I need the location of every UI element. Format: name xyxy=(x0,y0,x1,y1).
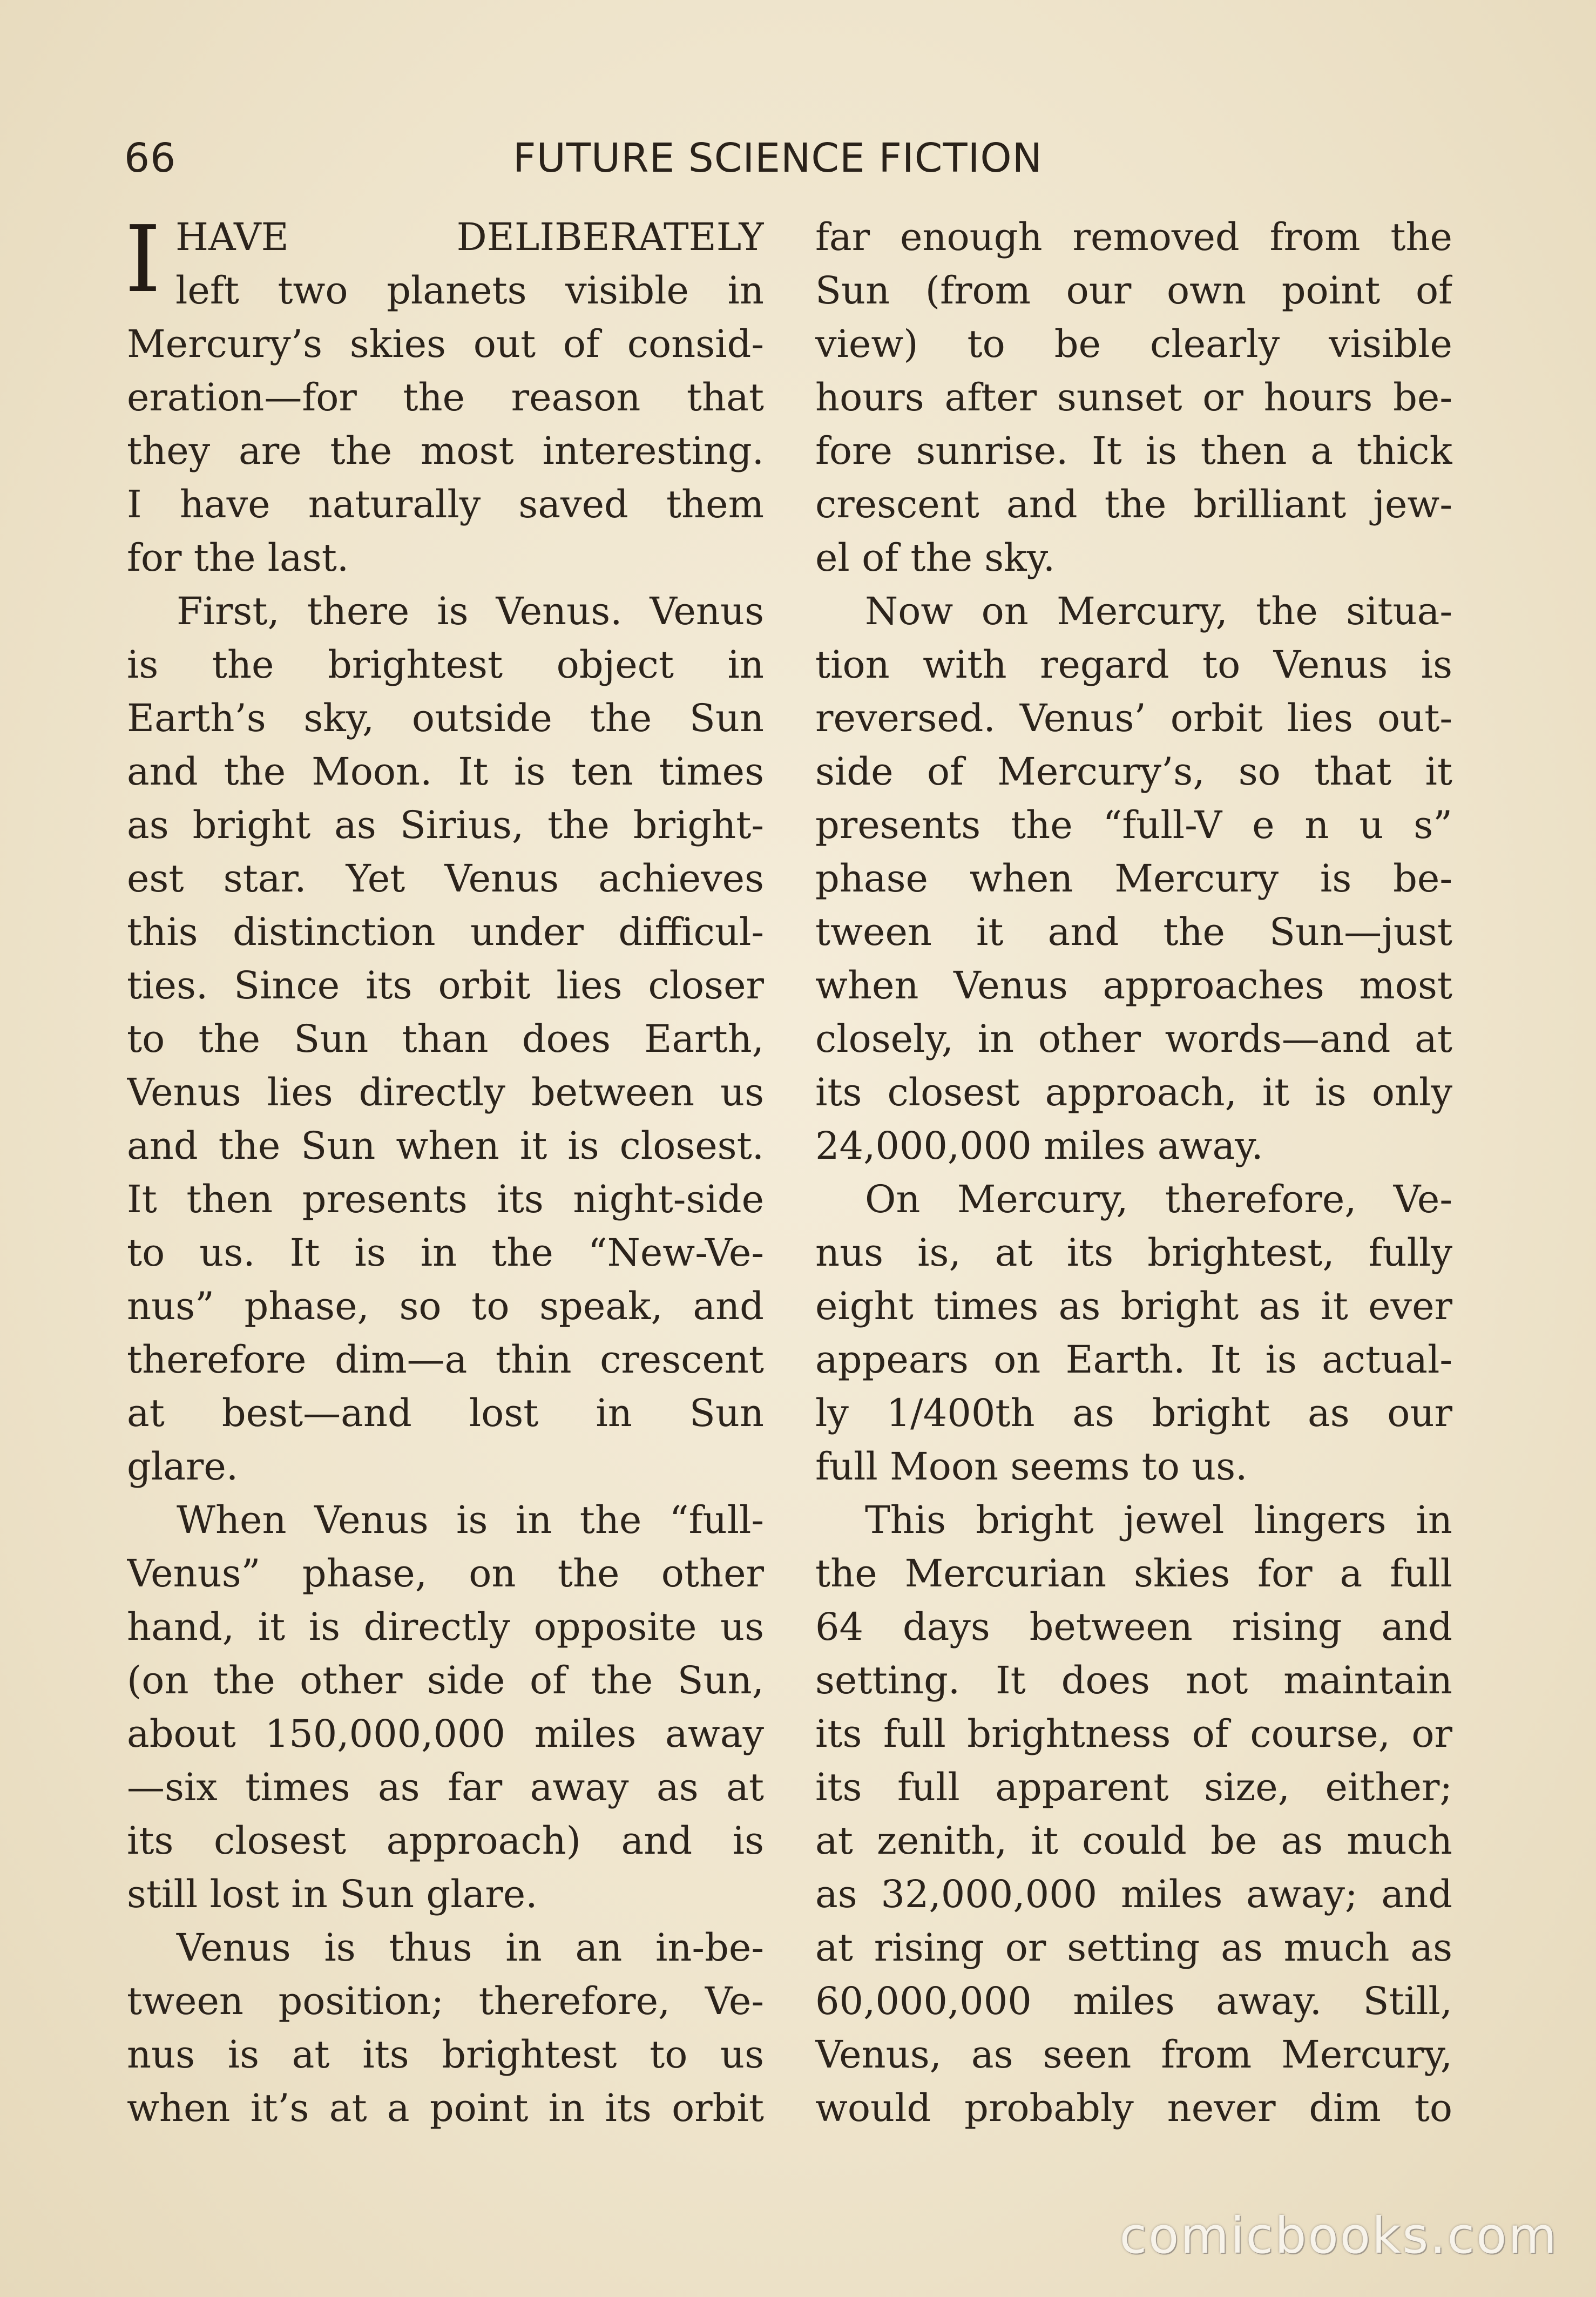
page-header xyxy=(124,135,1069,194)
text-line: Venus is thus in an in-be- xyxy=(177,1926,764,1970)
text-line: closely, in other words—and at xyxy=(815,1017,1452,1061)
running-title: FUTURE SCIENCE FICTION xyxy=(513,135,1043,181)
text-line: This bright jewel lingers in xyxy=(865,1498,1452,1542)
text-line: hours after sunset or hours be- xyxy=(815,375,1452,420)
text-line: therefore dim—a thin crescent xyxy=(127,1337,764,1382)
text-line: I have naturally saved them xyxy=(127,482,764,526)
text-line: as bright as Sirius, the bright- xyxy=(127,803,764,847)
text-line: nus is, at its brightest, fully xyxy=(815,1231,1452,1275)
text-line: On Mercury, therefore, Ve- xyxy=(865,1177,1452,1221)
text-line: side of Mercury’s, so that it xyxy=(815,749,1452,794)
text-line: its closest approach, it is only xyxy=(815,1070,1452,1114)
text-line: 24,000,000 miles away. xyxy=(815,1124,1263,1168)
text-line: tween it and the Sun—just xyxy=(815,910,1452,954)
text-line: reversed. Venus’ orbit lies out- xyxy=(815,696,1452,740)
text-line: fore sunrise. It is then a thick xyxy=(815,429,1452,473)
text-line: about 150,000,000 miles away xyxy=(127,1712,764,1756)
text-line: phase when Mercury is be- xyxy=(815,856,1452,901)
text-line: when Venus approaches most xyxy=(815,963,1452,1008)
text-line: HAVE DELIBERATELY xyxy=(175,215,764,259)
text-line: el of the sky. xyxy=(815,536,1056,580)
text-line: glare. xyxy=(127,1444,239,1489)
text-line: Mercury’s skies out of consid- xyxy=(127,322,764,366)
left-column xyxy=(125,206,764,2135)
text-line: would probably never dim to xyxy=(815,2086,1452,2130)
text-line: —six times as far away as at xyxy=(127,1765,764,1809)
text-line: tween position; therefore, Ve- xyxy=(127,1979,764,2023)
watermark: comicbooks.com xyxy=(1119,2207,1558,2265)
text-line: Now on Mercury, the situa- xyxy=(865,589,1452,633)
text-line: eight times as bright as it ever xyxy=(815,1284,1452,1328)
text-line: the Mercurian skies for a full xyxy=(815,1551,1452,1596)
text-line: ties. Since its orbit lies closer xyxy=(127,963,764,1008)
text-line: its full brightness of course, or xyxy=(815,1712,1452,1756)
text-line: at zenith, it could be as much xyxy=(815,1819,1452,1863)
text-line: for the last. xyxy=(127,536,349,580)
text-line: at best—and lost in Sun xyxy=(127,1391,764,1435)
text-line: Venus lies directly between us xyxy=(127,1070,764,1114)
text-line: eration—for the reason that xyxy=(127,375,764,420)
text-line: First, there is Venus. Venus xyxy=(177,589,764,633)
text-line: view) to be clearly visible xyxy=(815,322,1452,366)
text-line: this distinction under difficul- xyxy=(127,910,764,954)
text-line: est star. Yet Venus achieves xyxy=(127,856,764,901)
text-line: left two planets visible in xyxy=(175,268,764,313)
text-line: Venus, as seen from Mercury, xyxy=(815,2032,1452,2077)
text-line: Sun (from our own point of xyxy=(815,268,1452,313)
text-line: hand, it is directly opposite us xyxy=(127,1605,764,1649)
text-line: When Venus is in the “full- xyxy=(177,1498,764,1542)
text-line: crescent and the brilliant jew- xyxy=(815,482,1452,526)
text-line: they are the most interesting. xyxy=(127,429,764,473)
text-line: far enough removed from the xyxy=(815,215,1452,259)
text-line: when it’s at a point in its orbit xyxy=(127,2086,764,2130)
text-line: its full apparent size, either; xyxy=(815,1765,1452,1809)
text-line: and the Moon. It is ten times xyxy=(127,749,764,794)
text-line: to the Sun than does Earth, xyxy=(127,1017,764,1061)
text-line: 60,000,000 miles away. Still, xyxy=(815,1979,1452,2023)
text-line: as 32,000,000 miles away; and xyxy=(815,1872,1452,1916)
text-line: Venus” phase, on the other xyxy=(127,1551,764,1596)
text-line: still lost in Sun glare. xyxy=(127,1872,538,1916)
drop-cap: I xyxy=(125,206,161,313)
text-line: tion with regard to Venus is xyxy=(815,643,1452,687)
text-line: appears on Earth. It is actual- xyxy=(815,1337,1452,1382)
text-line: to us. It is in the “New-Ve- xyxy=(127,1231,764,1275)
text-line: 64 days between rising and xyxy=(815,1605,1452,1649)
text-line: is the brightest object in xyxy=(127,643,764,687)
text-line: its closest approach) and is xyxy=(127,1819,764,1863)
text-line: ly 1/400th as bright as our xyxy=(815,1391,1452,1435)
text-line: and the Sun when it is closest. xyxy=(127,1124,764,1168)
text-line: It then presents its night-side xyxy=(127,1177,764,1221)
text-line: at rising or setting as much as xyxy=(815,1926,1452,1970)
text-line: nus is at its brightest to us xyxy=(127,2032,764,2077)
text-line: nus” phase, so to speak, and xyxy=(127,1284,764,1328)
text-line: setting. It does not maintain xyxy=(815,1658,1452,1703)
text-line: presents the “full-V e n u s” xyxy=(815,803,1452,847)
right-column xyxy=(815,211,1452,2135)
text-line: Earth’s sky, outside the Sun xyxy=(127,696,764,740)
page-number: 66 xyxy=(124,135,177,181)
text-line: full Moon seems to us. xyxy=(815,1444,1248,1489)
text-line: (on the other side of the Sun, xyxy=(127,1658,764,1703)
